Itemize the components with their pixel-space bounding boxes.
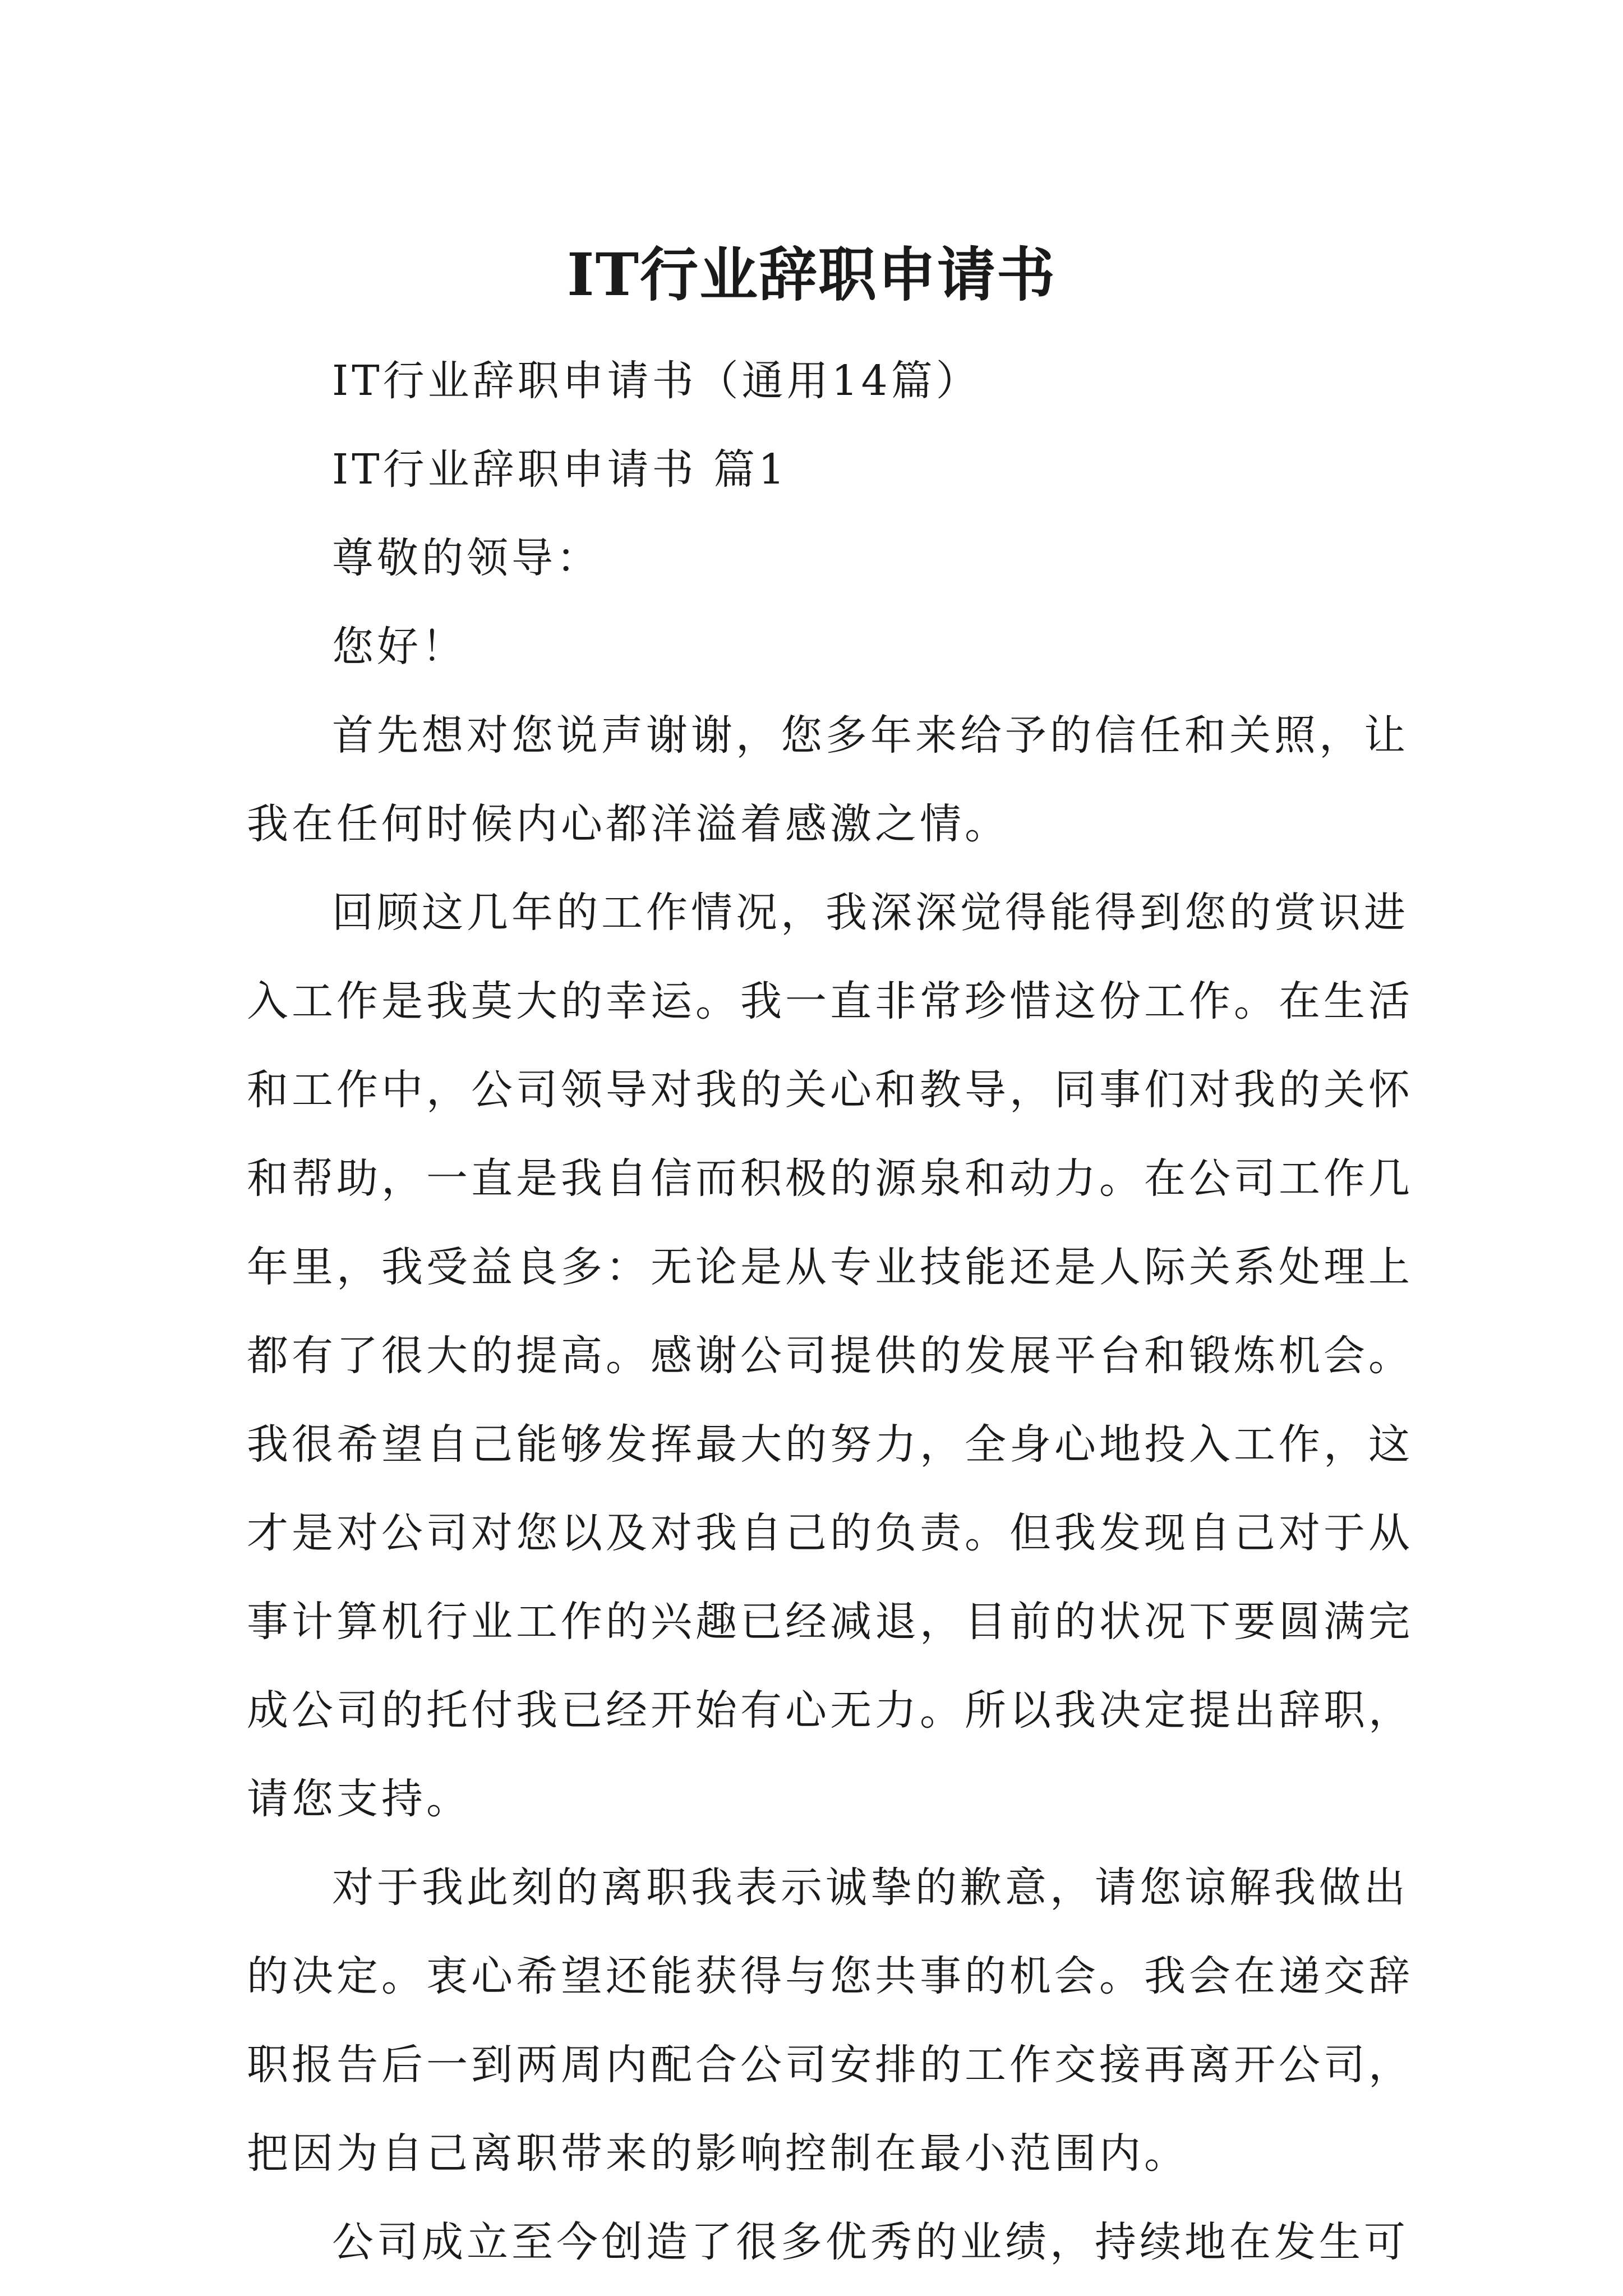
paragraph-line: 回顾这几年的工作情况，我深深觉得能得到您的赏识进 <box>332 889 1409 937</box>
paragraph-line: 和帮助，一直是我自信而积极的源泉和动力。在公司工作几 <box>247 1154 1413 1203</box>
paragraph-line: 对于我此刻的离职我表示诚挚的歉意，请您谅解我做出 <box>332 1864 1409 1912</box>
paragraph-line: 才是对公司对您以及对我自己的负责。但我发现自己对于从 <box>247 1509 1413 1557</box>
paragraph-line: IT行业辞职申请书（通用14篇） <box>332 357 981 405</box>
paragraph-line: 和工作中，公司领导对我的关心和教导，同事们对我的关怀 <box>247 1066 1413 1114</box>
paragraph-line: 事计算机行业工作的兴趣已经减退，目前的状况下要圆满完 <box>247 1598 1413 1646</box>
paragraph-apology <box>247 1843 1413 2198</box>
paragraph-line: 尊敬的领导： <box>332 534 601 582</box>
paragraph-line: 我很希望自己能够发挥最大的努力，全身心地投入工作，这 <box>247 1420 1413 1469</box>
paragraph-line: 职报告后一到两周内配合公司安排的工作交接再离开公司， <box>247 2041 1413 2089</box>
paragraph-line: 您好！ <box>332 623 467 671</box>
paragraph-salutation <box>247 514 1396 602</box>
paragraph-line: 我在任何时候内心都洋溢着感激之情。 <box>247 800 1009 848</box>
paragraph-line: IT行业辞职申请书 篇1 <box>332 445 789 494</box>
paragraph-line: 的决定。衷心希望还能获得与您共事的机会。我会在递交辞 <box>247 1952 1413 2000</box>
document-title: IT行业辞职申请书 <box>566 240 1057 309</box>
paragraph-subtitle <box>247 337 1396 425</box>
paragraph-line: 公司成立至今创造了很多优秀的业绩，持续地在发生可 <box>332 2218 1409 2266</box>
document-body <box>247 337 1413 2286</box>
paragraph-line: 入工作是我莫大的幸运。我一直非常珍惜这份工作。在生活 <box>247 977 1413 1025</box>
paragraph-line: 把因为自己离职带来的影响控制在最小范围内。 <box>247 2129 1189 2178</box>
paragraph-line: 都有了很大的提高。感谢公司提供的发展平台和锻炼机会。 <box>247 1332 1413 1380</box>
paragraph-thanks <box>247 691 1409 868</box>
paragraph-section-heading <box>247 425 1396 514</box>
paragraph-line: 成公司的托付我已经开始有心无力。所以我决定提出辞职， <box>247 1686 1413 1734</box>
paragraph-line: 请您支持。 <box>247 1775 471 1823</box>
paragraph-company <box>247 2198 1409 2286</box>
paragraph-greeting <box>247 602 1396 691</box>
paragraph-line: 首先想对您说声谢谢，您多年来给予的信任和关照，让 <box>332 711 1409 760</box>
paragraph-line: 年里，我受益良多：无论是从专业技能还是人际关系处理上 <box>247 1243 1413 1291</box>
paragraph-review <box>247 868 1413 1843</box>
